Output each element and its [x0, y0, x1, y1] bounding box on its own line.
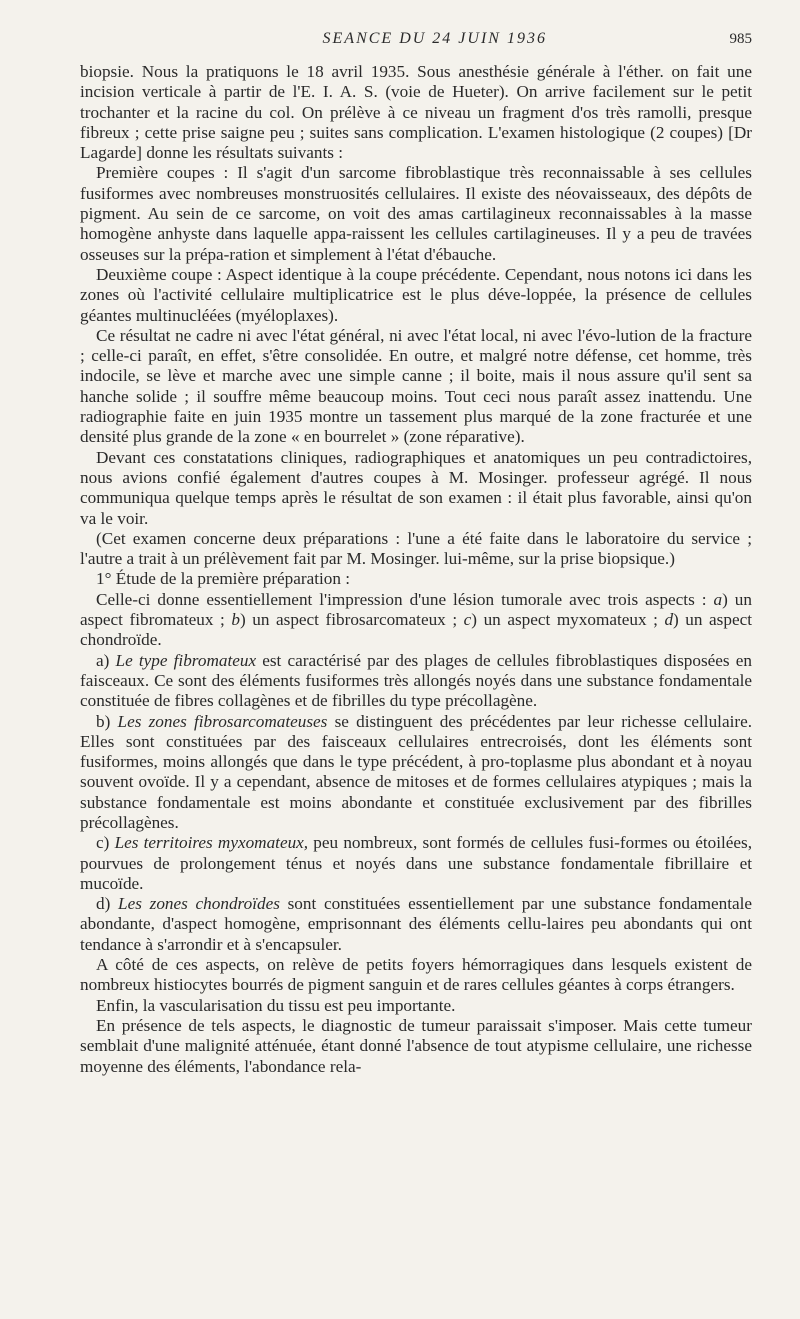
text-run: A côté de ces aspects, on relève de petits foyers hémorragiques dans lesquels existent de nombreux histiocytes bourrés de pigment sanguin et de rares cellules géantes à corps étrangers. [80, 955, 752, 995]
paragraph [80, 448, 752, 529]
text-run: ) un aspect chondroïde. [80, 610, 752, 650]
page-number: 985 [729, 31, 752, 47]
text-run: a) [96, 650, 116, 670]
italic-text: c [463, 610, 472, 630]
text-run: Deuxième coupe : Aspect identique à la coupe précédente. Cependant, nous notons ici dans les zones où l'activité cellulaire multiplicatrice est le plus déve-loppée, la présence de cellules géantes multinucléées (myéloplaxes). [80, 264, 752, 325]
text-run: b) [96, 711, 118, 731]
paragraph [80, 1016, 752, 1077]
page-header [80, 30, 752, 62]
paragraph [80, 955, 752, 996]
paragraph [80, 590, 752, 651]
text-run: (Cet examen concerne deux préparations : l'une a été faite dans le laboratoire du service ; l'autre a trait à un prélèvement fait par M. Mosinger. lui-même, sur la prise biopsique.) [80, 528, 752, 569]
text-run: peu nombreux, sont formés de cellules fusi-formes ou étoilées, pourvues de prolongement ténus et noyés dans une substance fondamentale fibrillaire et mucoïde. [80, 833, 753, 893]
text-run: 1° Étude de la première préparation : [96, 569, 351, 589]
text-run: sont constituées essentiellement par une substance fondamentale abondante, d'aspect homogène, emprisonnant des éléments cellu-laires peu abondants qui ont tendance à s'arrondir et à s'encapsuler. [80, 894, 753, 954]
paragraph [80, 326, 752, 448]
text-run: ) un aspect myxomateux ; [471, 610, 665, 630]
running-head: SEANCE DU 24 JUIN 1936 [322, 30, 547, 47]
text-run: En présence de tels aspects, le diagnostic de tumeur paraissait s'imposer. Mais cette tumeur semblait d'une malignité atténuée, étant donné l'absence de tout atypisme cellulaire, une richesse moyenne des éléments, l'abondance rela- [80, 1015, 752, 1076]
italic-text: Les territoires myxomateux, [114, 833, 309, 853]
italic-text: b [231, 610, 240, 630]
paragraph [80, 265, 752, 326]
body-text [80, 62, 752, 1077]
paragraph [80, 996, 752, 1016]
paragraph [80, 163, 752, 264]
text-run: est caractérisé par des plages de cellules fibroblastiques disposées en faisceaux. Ce sont des éléments fusiformes très allongés noyés dans une substance fondamentale constituée de fibres collagènes et de fibrilles du type précollagène. [80, 650, 752, 711]
italic-text: a [713, 589, 723, 609]
text-run: Enfin, la vascularisation du tissu est peu importante. [96, 995, 456, 1015]
text-run: se distinguent des précédentes par leur richesse cellulaire. Elles sont constituées par des faisceaux cellulaires entrecroisés, dont les éléments sont fusiformes, moins allongés que dans le type précédent, à pro-toplasme plus abondant et à noyau souvent ovoïde. Il y a cependant, absence de mitoses et de formes cellulaires atypiques ; mais la substance fondamentale est moins abondante et constituée exclusivement par des fibrilles précollagènes. [80, 711, 752, 832]
text-run: d) [96, 894, 119, 914]
paragraph [80, 62, 752, 163]
text-run: biopsie. Nous la pratiquons le 18 avril 1935. Sous anesthésie générale à l'éther. on fait une incision verticale à partir de l'E. I. A. S. (voie de Hueter). On arrive facilement sur le petit trochanter et la racine du col. On prélève à ce niveau un fragment d'os très ramolli, presque fibreux ; cette prise saigne peu ; suites sans complication. L'examen histologique (2 coupes) [Dr Lagarde] donne les résultats suivants : [80, 62, 752, 163]
paragraph [80, 712, 752, 834]
text-run: c) [96, 833, 115, 853]
italic-text: d [664, 610, 674, 630]
text-run: Celle-ci donne essentiellement l'impression d'une lésion tumorale avec trois aspects : [96, 589, 714, 609]
italic-text: Le type fibromateux [115, 650, 257, 670]
paragraph [80, 833, 752, 894]
text-run: Ce résultat ne cadre ni avec l'état général, ni avec l'état local, ni avec l'évo-lution de la fracture ; celle-ci paraît, en effet, s'être consolidée. En outre, et malgré notre défense, cet homme, très indocile, se lève et marche avec une simple canne ; il boite, mais il nous assure qu'il sent sa hanche solide ; il souffre même beaucoup moins. Tout ceci nous paraît assez inattendu. Une radiographie faite en juin 1935 montre un tassement plus marqué de la zone fracturée et une densité plus grande de la zone « en bourrelet » (zone réparative). [80, 325, 752, 447]
text-run: ) un aspect fibromateux ; [80, 589, 752, 630]
text-run: Première coupes : Il s'agit d'un sarcome fibroblastique très reconnaissable à ses cellules fusiformes avec nombreuses monstruosités cellulaires. Il existe des néovaisseaux, des dépôts de pigment. Au sein de ce sarcome, on voit des amas cartilagineux reconnaissables à la masse homogène anhyste dans laquelle appa-raissent les cellules cartilagineuses. Il y a peu de travées osseuses sur la prépa-ration et simplement à l'état d'ébauche. [80, 163, 752, 264]
paragraph [80, 651, 752, 712]
text-run: ) un aspect fibrosarcomateux ; [239, 610, 464, 630]
paragraph [80, 569, 752, 589]
italic-text: Les zones chondroïdes [118, 894, 280, 914]
paragraph [80, 894, 752, 955]
text-run: Devant ces constatations cliniques, radiographiques et anatomiques un peu contradictoires, nous avions confié également d'autres coupes à M. Mosinger. professeur agrégé. Il nous communiqua quelque temps après le résultat de son examen : il était plus favorable, ainsi qu'on va le voir. [80, 447, 752, 528]
italic-text: Les zones fibrosarcomateuses [117, 711, 328, 731]
paragraph [80, 529, 752, 570]
